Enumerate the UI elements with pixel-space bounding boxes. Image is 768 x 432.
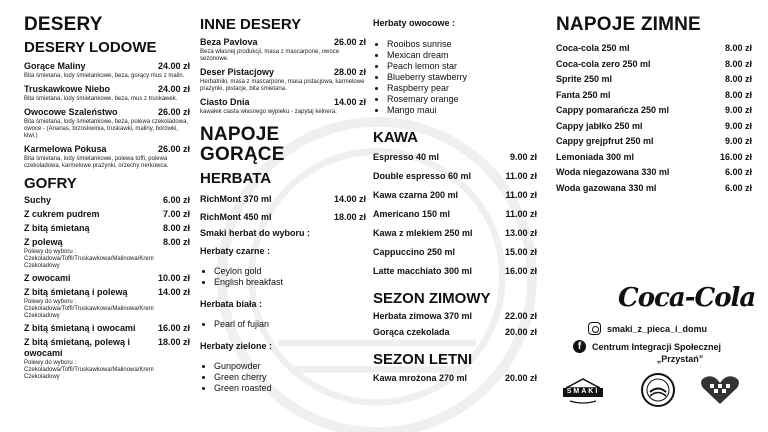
menu-item-price: 13.00 zł [504, 228, 537, 238]
menu-item-name: Cappy jabłko 250 ml [556, 120, 643, 131]
menu-item-price: 8.00 zł [162, 223, 190, 233]
menu-item-row [373, 247, 537, 258]
menu-item-name: Cappuccino 250 ml [373, 247, 456, 257]
menu-item-row [24, 144, 190, 155]
menu-item-price: 16.00 zł [157, 323, 190, 333]
menu-item [200, 97, 366, 116]
owocowe-list [373, 39, 537, 116]
menu-item [24, 223, 190, 234]
menu-item-row [200, 37, 366, 48]
instagram-icon [588, 322, 601, 335]
menu-item-price: 18.00 zł [157, 337, 190, 347]
smaki-logo-text: SMAKI [566, 388, 600, 395]
menu-item [24, 84, 190, 103]
menu-item [556, 74, 752, 85]
owocowe-item: • Peach lemon star [387, 61, 537, 72]
menu-item [200, 67, 366, 93]
menu-item-name: Z polewą [24, 237, 63, 247]
menu-item [373, 209, 537, 220]
menu-item-price: 26.00 zł [157, 107, 190, 117]
menu-item-name: Suchy [24, 195, 52, 205]
menu-item [373, 247, 537, 258]
menu-item [373, 171, 537, 182]
menu-item-row [373, 373, 537, 384]
menu-item-row [373, 171, 537, 182]
menu-item [373, 266, 537, 277]
menu-item-price: 8.00 zł [724, 43, 752, 53]
menu-item-name: Latte macchiato 300 ml [373, 266, 473, 276]
napoje-gorace-title: NAPOJE GORĄCE [200, 124, 285, 165]
menu-item-row [556, 59, 752, 70]
menu-item-description: Bita śmietana, lody śmietankowe, beza, polewa czekoladowa, owoce - (Ananas, brzoskwinia, truskawki, maliny, borówki, kiwi.) [24, 119, 189, 139]
menu-item-row [556, 167, 752, 178]
menu-item [556, 90, 752, 101]
menu-item-name: Coca-cola zero 250 ml [556, 58, 651, 69]
menu-item-row [556, 121, 752, 132]
menu-item [373, 311, 537, 322]
desery-lodowe-title: DESERY LODOWE [24, 39, 157, 56]
facebook-icon: f [573, 340, 586, 353]
menu-item-name: Ciasto Dnia [200, 97, 250, 107]
menu-item-description: Bita śmietana, lody śmietankowe, beza, gorący mus z malin. [24, 73, 185, 79]
menu-item-name: Karmelowa Pokusa [24, 144, 107, 154]
menu-item-row [24, 195, 190, 206]
inne-desery-title: INNE DESERY [200, 16, 302, 33]
owocowe-item: • Blueberry stawberry [387, 72, 537, 83]
menu-item [373, 327, 537, 338]
menu-item-name: Beza Pavlova [200, 37, 258, 47]
menu-item-row [373, 152, 537, 163]
facebook-name: Centrum Integracji Społecznej [592, 341, 722, 352]
sezon-letni-title: SEZON LETNI [373, 351, 473, 368]
menu-item-name: Z cukrem pudrem [24, 209, 100, 219]
menu-item [373, 190, 537, 201]
menu-item-row [200, 212, 366, 223]
napoje-zimne-list [556, 43, 752, 194]
menu-item-row [373, 228, 537, 239]
menu-item [24, 273, 190, 284]
tea-group-item: • English breakfast [214, 277, 366, 288]
menu-item-price: 26.00 zł [333, 37, 366, 47]
menu-item [556, 152, 752, 163]
menu-item-price: 8.00 zł [724, 89, 752, 100]
inne-desery-list [200, 37, 366, 116]
owocowe-item: • Rosemary orange [387, 94, 537, 105]
menu-item [24, 195, 190, 206]
menu-item-price: 24.00 zł [157, 84, 190, 94]
kawa-list [373, 152, 537, 277]
napoje-zimne-column [556, 0, 752, 194]
gofry-title: GOFRY [24, 175, 77, 192]
menu-item [556, 183, 752, 194]
menu-item-price: 8.00 zł [162, 237, 190, 247]
menu-item-price: 11.00 zł [505, 190, 537, 200]
menu-item-name: Kawa czarna 200 ml [373, 190, 459, 200]
kawa-title: KAWA [373, 129, 418, 146]
menu-item-description: Bita śmietana, lody śmietankowe, polewa toffi, polewa czekoladowa, karmelowe prażynki, orzechy nerkowca. [24, 156, 169, 169]
tea-group-list [200, 266, 366, 288]
menu-item [373, 152, 537, 163]
menu-item-name: Woda niegazowana 330 ml [556, 167, 670, 177]
tea-group-item: • Gunpowder [214, 361, 366, 372]
tea-group-label: Herbaty czarne : [200, 246, 271, 256]
menu-item-price: 10.00 zł [157, 273, 190, 283]
menu-item-row [556, 152, 752, 163]
menu-item [200, 212, 366, 223]
tea-groups [200, 245, 366, 394]
heart-logo [698, 374, 742, 406]
menu-item-description: Herbatniki, masa z mascarpone, masa pistacjowa, karmelowe prażynki, pistacje, bita śmietana. [200, 79, 365, 92]
menu-item-price: 16.00 zł [719, 151, 752, 162]
menu-item-price: 14.00 zł [333, 97, 366, 107]
tea-group-item: • Ceylon gold [214, 266, 366, 277]
menu-item-description: Polewy do wyboru : Czekoladowa/Toffi/Truskawkowa/Malinowa/Krem Czekoladowy [24, 299, 154, 319]
desery-title: DESERY [24, 14, 103, 35]
menu-item-name: Deser Pistacjowy [200, 67, 275, 77]
menu-item-row [24, 337, 190, 359]
menu-item-price: 8.00 zł [724, 58, 752, 69]
menu-item-price: 20.00 zł [504, 373, 537, 383]
menu-item-price: 14.00 zł [333, 194, 366, 204]
menu-item-row [556, 43, 752, 54]
owocowe-label: Herbaty owocowe : [373, 18, 456, 28]
inne-desery-column [200, 0, 366, 394]
menu-item [556, 105, 752, 116]
owocowe-item: • Raspberry pear [387, 83, 537, 94]
menu-item [373, 228, 537, 239]
menu-item-row [24, 61, 190, 72]
kawa-column [373, 0, 537, 384]
menu-item-row [200, 194, 366, 205]
instagram-row[interactable] [588, 322, 707, 335]
menu-item-row [24, 273, 190, 284]
menu-item-price: 11.00 zł [505, 171, 537, 181]
menu-item-row [24, 84, 190, 95]
menu-item-price: 14.00 zł [157, 287, 190, 297]
menu-item [556, 43, 752, 54]
menu-item [24, 144, 190, 170]
menu-item-name: Herbata zimowa 370 ml [373, 311, 473, 321]
desery-column [24, 0, 190, 381]
menu-item [556, 59, 752, 70]
menu-item-name: Kawa mrożona 270 ml [373, 373, 468, 383]
menu-item-row [373, 311, 537, 322]
menu-item [556, 136, 752, 147]
menu-item-price: 9.00 zł [724, 136, 752, 146]
menu-item-price: 9.00 zł [724, 105, 752, 115]
menu-item-row [556, 90, 752, 101]
owocowe-item: • Mexican dream [387, 50, 537, 61]
menu-item [24, 337, 190, 381]
menu-item-name: Z bitą śmietaną i polewą [24, 287, 128, 297]
menu-item-description: Polewy do wyboru : Czekoladowa/Toffi/Truskawkowa/Malinowa/Krem Czekoladowy [24, 249, 154, 269]
zimowy-list [373, 311, 537, 338]
menu-item-name: Z owocami [24, 273, 71, 283]
tea-group-item: • Green cherry [214, 372, 366, 383]
menu-item-price: 11.00 zł [505, 209, 537, 219]
menu-item-name: RichMont 450 ml [200, 212, 272, 222]
menu-item-price: 15.00 zł [504, 247, 537, 257]
tea-group-item: • Pearl of fujian [214, 319, 366, 330]
gofry-list [24, 195, 190, 381]
menu-item-price: 6.00 zł [724, 167, 752, 177]
tea-group-list [200, 319, 366, 330]
menu-item-price: 28.00 zł [333, 67, 366, 77]
menu-item [556, 121, 752, 132]
menu-item-name: Espresso 40 ml [373, 152, 440, 162]
menu-item-row [24, 237, 190, 248]
letni-list [373, 373, 537, 384]
menu-item-row [556, 74, 752, 85]
menu-item-price: 7.00 zł [162, 209, 190, 219]
menu-item [24, 107, 190, 140]
instagram-handle: smaki_z_pieca_i_domu [607, 323, 708, 334]
menu-item-name: Truskawkowe Niebo [24, 84, 111, 94]
menu-item [200, 37, 366, 63]
menu-item [200, 194, 366, 205]
owocowe-item: • Rooibos sunrise [387, 39, 537, 50]
facebook-row[interactable] [573, 340, 721, 353]
desery-lodowe-list [24, 61, 190, 170]
menu-item-description: Bita śmietana, lody śmietankowe, beza, mus z truskawek. [24, 96, 178, 102]
menu-item-row [556, 183, 752, 194]
menu-item-price: 18.00 zł [333, 212, 366, 222]
tea-group-label: Herbata biała : [200, 299, 263, 309]
menu-item-row [24, 107, 190, 118]
menu-item-row [200, 97, 366, 108]
menu-item-price: 8.00 zł [724, 74, 752, 84]
menu-item [24, 209, 190, 220]
menu-item-name: Kawa z mlekiem 250 ml [373, 228, 473, 238]
menu-item-row [200, 67, 366, 78]
menu-item-name: Woda gazowana 330 ml [556, 182, 657, 193]
menu-item-name: Double espresso 60 ml [373, 171, 472, 181]
menu-item-name: Sprite 250 ml [556, 74, 613, 84]
tea-group-list [200, 361, 366, 394]
menu-item-row [373, 327, 537, 338]
menu-item-price: 6.00 zł [162, 195, 190, 205]
menu-item-price: 9.00 zł [509, 152, 537, 162]
menu-item [24, 323, 190, 334]
herbata-list [200, 194, 366, 223]
menu-item-row [373, 190, 537, 201]
herbata-title: HERBATA [200, 170, 272, 187]
menu-item-price: 22.00 zł [504, 311, 537, 321]
menu-item-price: 26.00 zł [157, 144, 190, 154]
menu-item [24, 61, 190, 80]
menu-item-row [24, 323, 190, 334]
menu-item-name: Owocowe Szaleństwo [24, 107, 118, 117]
menu-item-name: Gorące Maliny [24, 61, 86, 71]
tea-group-item: • Green roasted [214, 383, 366, 394]
menu-item-price: 16.00 zł [504, 266, 537, 276]
menu-item-name: Coca-cola 250 ml [556, 43, 630, 53]
menu-item-name: Z bitą śmietaną, polewą i owocami [24, 337, 131, 358]
menu-item-description: kawałek ciasta własnego wypieku - zapytaj kelnera. [200, 109, 337, 115]
smaki-herbat-label: Smaki herbat do wyboru : [200, 228, 311, 238]
owocowe-item: • Mango maui [387, 105, 537, 116]
menu-item-name: Americano 150 ml [373, 209, 451, 219]
facebook-subname: „Przystań” [656, 354, 704, 364]
menu-item-name: Cappy grejpfrut 250 ml [556, 136, 654, 146]
partner-round-logo [640, 372, 676, 408]
menu-item-description: Polewy do wyboru : Czekoladowa/Toffi/Truskawkowa/Malinowa/Krem Czekoladowy [24, 360, 154, 380]
menu-item-price: 9.00 zł [724, 120, 752, 131]
menu-item-row [24, 209, 190, 220]
menu-item-name: Cappy pomarańcza 250 ml [556, 105, 670, 115]
menu-item [373, 373, 537, 384]
sezon-zimowy-title: SEZON ZIMOWY [373, 290, 491, 307]
menu-item-name: Fanta 250 ml [556, 89, 611, 100]
menu-item-row [373, 266, 537, 277]
coca-cola-logo: Coca-Cola [618, 283, 756, 313]
menu-item-row [556, 105, 752, 116]
smaki-logo [558, 375, 608, 405]
menu-item-name: Z bitą śmietaną [24, 223, 90, 233]
menu-item [24, 287, 190, 320]
menu-item-price: 6.00 zł [724, 182, 752, 193]
menu-item [24, 237, 190, 270]
menu-item-name: RichMont 370 ml [200, 194, 272, 204]
menu-item [556, 167, 752, 178]
menu-item-name: Lemoniada 300 ml [556, 151, 635, 162]
menu-item-price: 20.00 zł [504, 327, 537, 337]
menu-item-row [24, 287, 190, 298]
menu-item-description: Beza własnej produkcji, masa z mascarpone, owoce sezonowe. [200, 49, 340, 62]
menu-item-name: Gorąca czekolada [373, 327, 450, 337]
menu-item-name: Z bitą śmietaną i owocami [24, 323, 136, 333]
tea-group-label: Herbaty zielone : [200, 341, 273, 351]
menu-item-row [556, 136, 752, 147]
menu-item-row [24, 223, 190, 234]
menu-item-price: 24.00 zł [157, 61, 190, 71]
menu-item-row [373, 209, 537, 220]
napoje-zimne-title: NAPOJE ZIMNE [556, 14, 701, 35]
